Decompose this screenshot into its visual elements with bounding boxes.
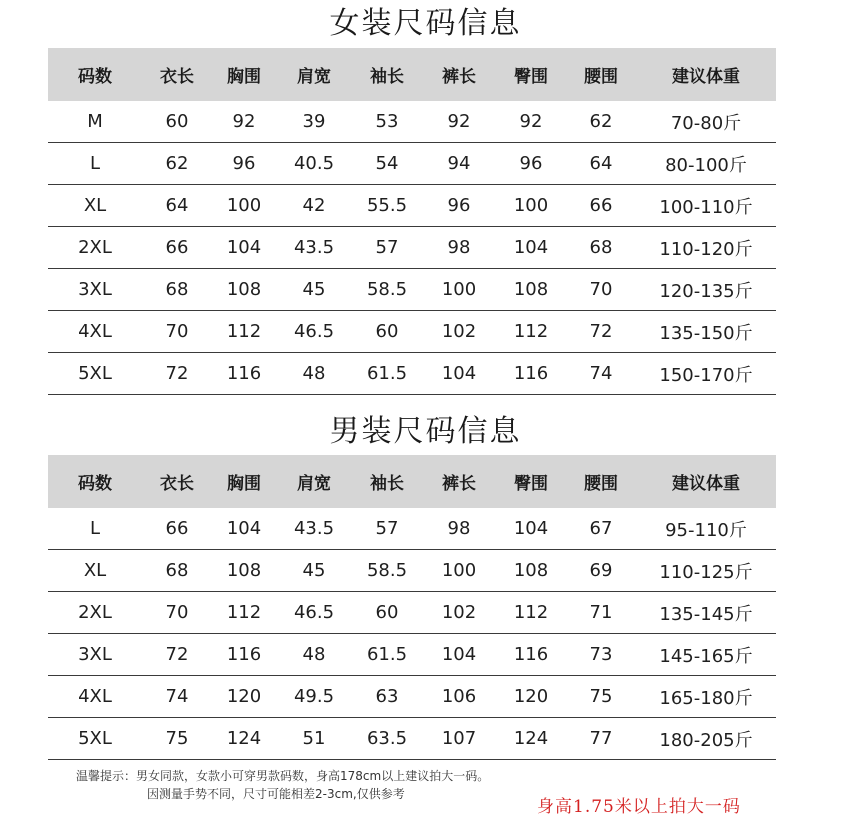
height-size-up-note: 身高1.75米以上拍大一码 — [537, 797, 741, 817]
header-hip: 臀围 — [496, 455, 566, 508]
table-cell: 58.5 — [352, 269, 422, 311]
measurement-note: 因测量手势不同，尺寸可能相差2-3cm,仅供参考 — [147, 787, 405, 801]
table-cell: 68 — [142, 550, 212, 592]
table-cell: 124 — [496, 718, 566, 760]
table-cell: M — [48, 101, 142, 143]
table-cell: 106 — [422, 676, 496, 718]
table-cell: 63.5 — [352, 718, 422, 760]
table-cell: 120-135斤 — [636, 269, 776, 311]
table-cell: 102 — [422, 592, 496, 634]
table-cell: 49.5 — [276, 676, 352, 718]
tip-note: 温馨提示：男女同款，女款小可穿男款码数，身高178cm以上建议拍大一码。 — [76, 769, 490, 783]
table-cell: 57 — [352, 227, 422, 269]
table-cell: 66 — [566, 185, 636, 227]
table-cell: 58.5 — [352, 550, 422, 592]
table-cell: 98 — [422, 508, 496, 550]
table-cell: 116 — [496, 353, 566, 395]
table-cell: 72 — [142, 634, 212, 676]
table-cell: 2XL — [48, 227, 142, 269]
table-cell: 110-120斤 — [636, 227, 776, 269]
header-hip: 臀围 — [496, 48, 566, 101]
table-cell: 92 — [212, 101, 276, 143]
table-cell: 112 — [496, 311, 566, 353]
table-cell: 46.5 — [276, 592, 352, 634]
table-cell: 62 — [566, 101, 636, 143]
table-cell: 45 — [276, 550, 352, 592]
table-row — [48, 101, 776, 143]
table-cell: 4XL — [48, 311, 142, 353]
table-row — [48, 311, 776, 353]
table-cell: 112 — [212, 592, 276, 634]
header-sleeve: 袖长 — [352, 48, 422, 101]
table-cell: 95-110斤 — [636, 508, 776, 550]
table-cell: 43.5 — [276, 508, 352, 550]
table-cell: 180-205斤 — [636, 718, 776, 760]
table-cell: 66 — [142, 508, 212, 550]
table-cell: 98 — [422, 227, 496, 269]
table-row — [48, 185, 776, 227]
table-cell: 116 — [212, 353, 276, 395]
table-cell: 5XL — [48, 353, 142, 395]
table-cell: 108 — [212, 550, 276, 592]
table-cell: 96 — [422, 185, 496, 227]
table-cell: 69 — [566, 550, 636, 592]
table-cell: 92 — [496, 101, 566, 143]
table-cell: 57 — [352, 508, 422, 550]
table-row — [48, 634, 776, 676]
table-cell: 100 — [212, 185, 276, 227]
table-cell: 67 — [566, 508, 636, 550]
table-cell: 100 — [422, 550, 496, 592]
table-cell: 92 — [422, 101, 496, 143]
table-cell: 4XL — [48, 676, 142, 718]
table-cell: 75 — [566, 676, 636, 718]
table-cell: 60 — [352, 311, 422, 353]
table-cell: XL — [48, 185, 142, 227]
women-size-table — [48, 48, 776, 395]
table-cell: 135-145斤 — [636, 592, 776, 634]
header-waist: 腰围 — [566, 48, 636, 101]
table-cell: 63 — [352, 676, 422, 718]
header-size: 码数 — [48, 455, 142, 508]
table-cell: 96 — [496, 143, 566, 185]
table-cell: 96 — [212, 143, 276, 185]
table-cell: 3XL — [48, 269, 142, 311]
table-cell: 120 — [212, 676, 276, 718]
table-cell: 145-165斤 — [636, 634, 776, 676]
table-cell: 66 — [142, 227, 212, 269]
table-cell: 55.5 — [352, 185, 422, 227]
table-cell: XL — [48, 550, 142, 592]
table-row — [48, 718, 776, 760]
header-shoulder: 肩宽 — [276, 48, 352, 101]
table-cell: 104 — [422, 353, 496, 395]
header-pants-length: 裤长 — [422, 455, 496, 508]
table-cell: 104 — [212, 227, 276, 269]
table-cell: 70 — [566, 269, 636, 311]
header-bust: 胸围 — [212, 455, 276, 508]
table-cell: 2XL — [48, 592, 142, 634]
table-row — [48, 676, 776, 718]
table-cell: 116 — [496, 634, 566, 676]
header-length: 衣长 — [142, 48, 212, 101]
table-cell: 53 — [352, 101, 422, 143]
table-cell: 108 — [496, 269, 566, 311]
table-cell: 3XL — [48, 634, 142, 676]
table-cell: 45 — [276, 269, 352, 311]
table-cell: 40.5 — [276, 143, 352, 185]
table-cell: 42 — [276, 185, 352, 227]
table-cell: 64 — [142, 185, 212, 227]
table-cell: 77 — [566, 718, 636, 760]
table-cell: 72 — [566, 311, 636, 353]
table-row — [48, 550, 776, 592]
table-cell: 124 — [212, 718, 276, 760]
table-cell: 107 — [422, 718, 496, 760]
table-cell: 100 — [496, 185, 566, 227]
table-cell: 104 — [496, 227, 566, 269]
table-cell: 71 — [566, 592, 636, 634]
table-cell: 70 — [142, 311, 212, 353]
table-cell: 112 — [212, 311, 276, 353]
header-pants-length: 裤长 — [422, 48, 496, 101]
table-cell: 64 — [566, 143, 636, 185]
table-cell: 94 — [422, 143, 496, 185]
table-cell: 48 — [276, 353, 352, 395]
table-cell: 74 — [566, 353, 636, 395]
table-cell: 46.5 — [276, 311, 352, 353]
table-cell: 112 — [496, 592, 566, 634]
table-row — [48, 592, 776, 634]
header-sleeve: 袖长 — [352, 455, 422, 508]
table-cell: 150-170斤 — [636, 353, 776, 395]
table-cell: 102 — [422, 311, 496, 353]
header-weight: 建议体重 — [636, 455, 776, 508]
table-cell: 110-125斤 — [636, 550, 776, 592]
header-waist: 腰围 — [566, 455, 636, 508]
table-cell: 61.5 — [352, 353, 422, 395]
table-cell: 108 — [496, 550, 566, 592]
table-row — [48, 227, 776, 269]
table-header-row — [48, 455, 776, 508]
table-cell: 5XL — [48, 718, 142, 760]
table-cell: 62 — [142, 143, 212, 185]
table-cell: 70 — [142, 592, 212, 634]
table-header-row — [48, 48, 776, 101]
table-cell: 74 — [142, 676, 212, 718]
table-cell: L — [48, 143, 142, 185]
table-cell: 116 — [212, 634, 276, 676]
header-size: 码数 — [48, 48, 142, 101]
table-cell: 43.5 — [276, 227, 352, 269]
header-weight: 建议体重 — [636, 48, 776, 101]
table-cell: 39 — [276, 101, 352, 143]
table-cell: 135-150斤 — [636, 311, 776, 353]
table-row — [48, 269, 776, 311]
table-cell: 104 — [496, 508, 566, 550]
table-cell: L — [48, 508, 142, 550]
table-cell: 60 — [142, 101, 212, 143]
men-size-title: 男装尺码信息 — [329, 414, 522, 449]
table-cell: 68 — [566, 227, 636, 269]
men-size-table — [48, 455, 776, 760]
table-cell: 165-180斤 — [636, 676, 776, 718]
header-shoulder: 肩宽 — [276, 455, 352, 508]
table-cell: 108 — [212, 269, 276, 311]
header-length: 衣长 — [142, 455, 212, 508]
table-cell: 100-110斤 — [636, 185, 776, 227]
table-cell: 72 — [142, 353, 212, 395]
table-cell: 54 — [352, 143, 422, 185]
table-cell: 60 — [352, 592, 422, 634]
table-row — [48, 143, 776, 185]
table-cell: 48 — [276, 634, 352, 676]
table-cell: 51 — [276, 718, 352, 760]
table-cell: 75 — [142, 718, 212, 760]
table-cell: 68 — [142, 269, 212, 311]
table-cell: 104 — [422, 634, 496, 676]
table-cell: 120 — [496, 676, 566, 718]
table-row — [48, 353, 776, 395]
table-cell: 80-100斤 — [636, 143, 776, 185]
table-cell: 104 — [212, 508, 276, 550]
women-size-title: 女装尺码信息 — [329, 6, 522, 41]
table-cell: 100 — [422, 269, 496, 311]
header-bust: 胸围 — [212, 48, 276, 101]
table-cell: 61.5 — [352, 634, 422, 676]
table-cell: 73 — [566, 634, 636, 676]
table-cell: 70-80斤 — [636, 101, 776, 143]
table-row — [48, 508, 776, 550]
